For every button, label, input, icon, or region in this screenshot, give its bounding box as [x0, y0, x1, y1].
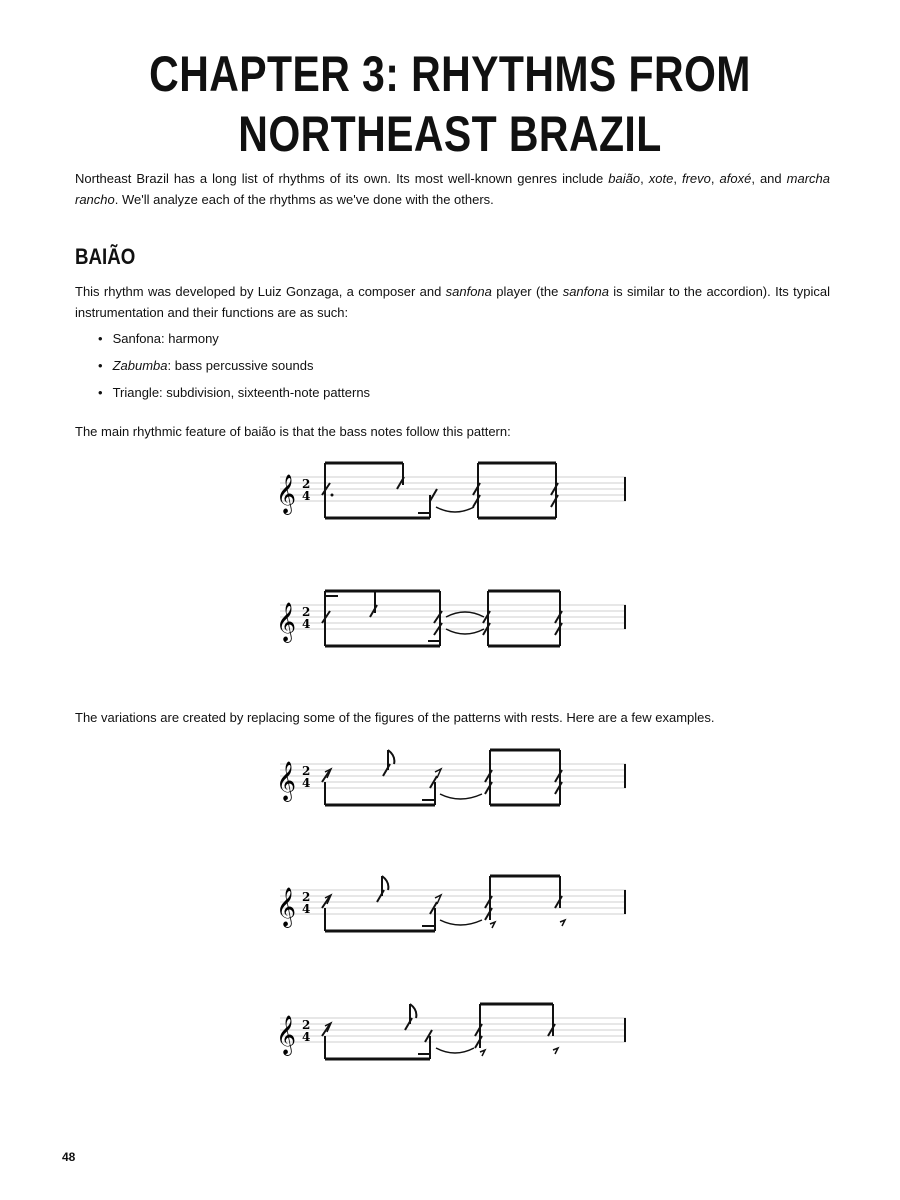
time-sig-bottom: 4: [302, 1030, 311, 1044]
instrumentation-list: [98, 325, 370, 406]
time-sig-top: 2: [302, 477, 311, 491]
chapter-title-line-1: CHAPTER 3: RHYTHMS FROM: [149, 46, 751, 102]
time-sig-top: 2: [302, 605, 311, 619]
intro-paragraph: Northeast Brazil has a long list of rhythms of its own. Its most well-known genres include baião, xote, frevo, afoxé, and marcha rancho. We'll analyze each of the rhythms as we've done with the others.: [75, 171, 831, 207]
treble-clef-icon: 𝄞: [276, 1015, 297, 1055]
time-sig-bottom: 4: [302, 776, 311, 790]
section-heading-baiao: BAIÃO: [75, 244, 136, 269]
list-item: • Sanfona: harmony: [98, 325, 370, 352]
time-sig-bottom: 4: [302, 617, 311, 631]
pattern-intro-text: The main rhythmic feature of baião is that the bass notes follow this pattern:: [75, 424, 511, 439]
time-sig-bottom: 4: [302, 489, 311, 503]
time-sig-top: 2: [302, 890, 311, 904]
list-item: • Triangle: subdivision, sixteenth-note patterns: [98, 379, 370, 406]
notation-example-4: [270, 868, 640, 938]
list-item: • Zabumba: bass percussive sounds: [98, 352, 370, 379]
treble-clef-icon: 𝄞: [276, 887, 297, 927]
notation-example-1: [270, 455, 640, 525]
notation-example-2: [270, 583, 640, 653]
baiao-description: This rhythm was developed by Luiz Gonzaga, a composer and sanfona player (the sanfona is similar to the accordion). Its typical instrumentation and their functions are as such:: [75, 284, 830, 320]
treble-clef-icon: 𝄞: [276, 761, 297, 801]
variations-intro-text: The variations are created by replacing some of the figures of the patterns with rests. Here are a few examples.: [75, 710, 715, 725]
chapter-title-line-2: NORTHEAST BRAZIL: [238, 106, 662, 162]
time-sig-top: 2: [302, 764, 311, 778]
chapter-title: [114, 44, 786, 164]
notation-example-3: [270, 742, 640, 812]
treble-clef-icon: 𝄞: [276, 602, 297, 642]
treble-clef-icon: 𝄞: [276, 474, 297, 514]
time-sig-top: 2: [302, 1018, 311, 1032]
time-sig-bottom: 4: [302, 902, 311, 916]
notation-example-5: [270, 996, 640, 1066]
page-number: 48: [62, 1150, 76, 1164]
